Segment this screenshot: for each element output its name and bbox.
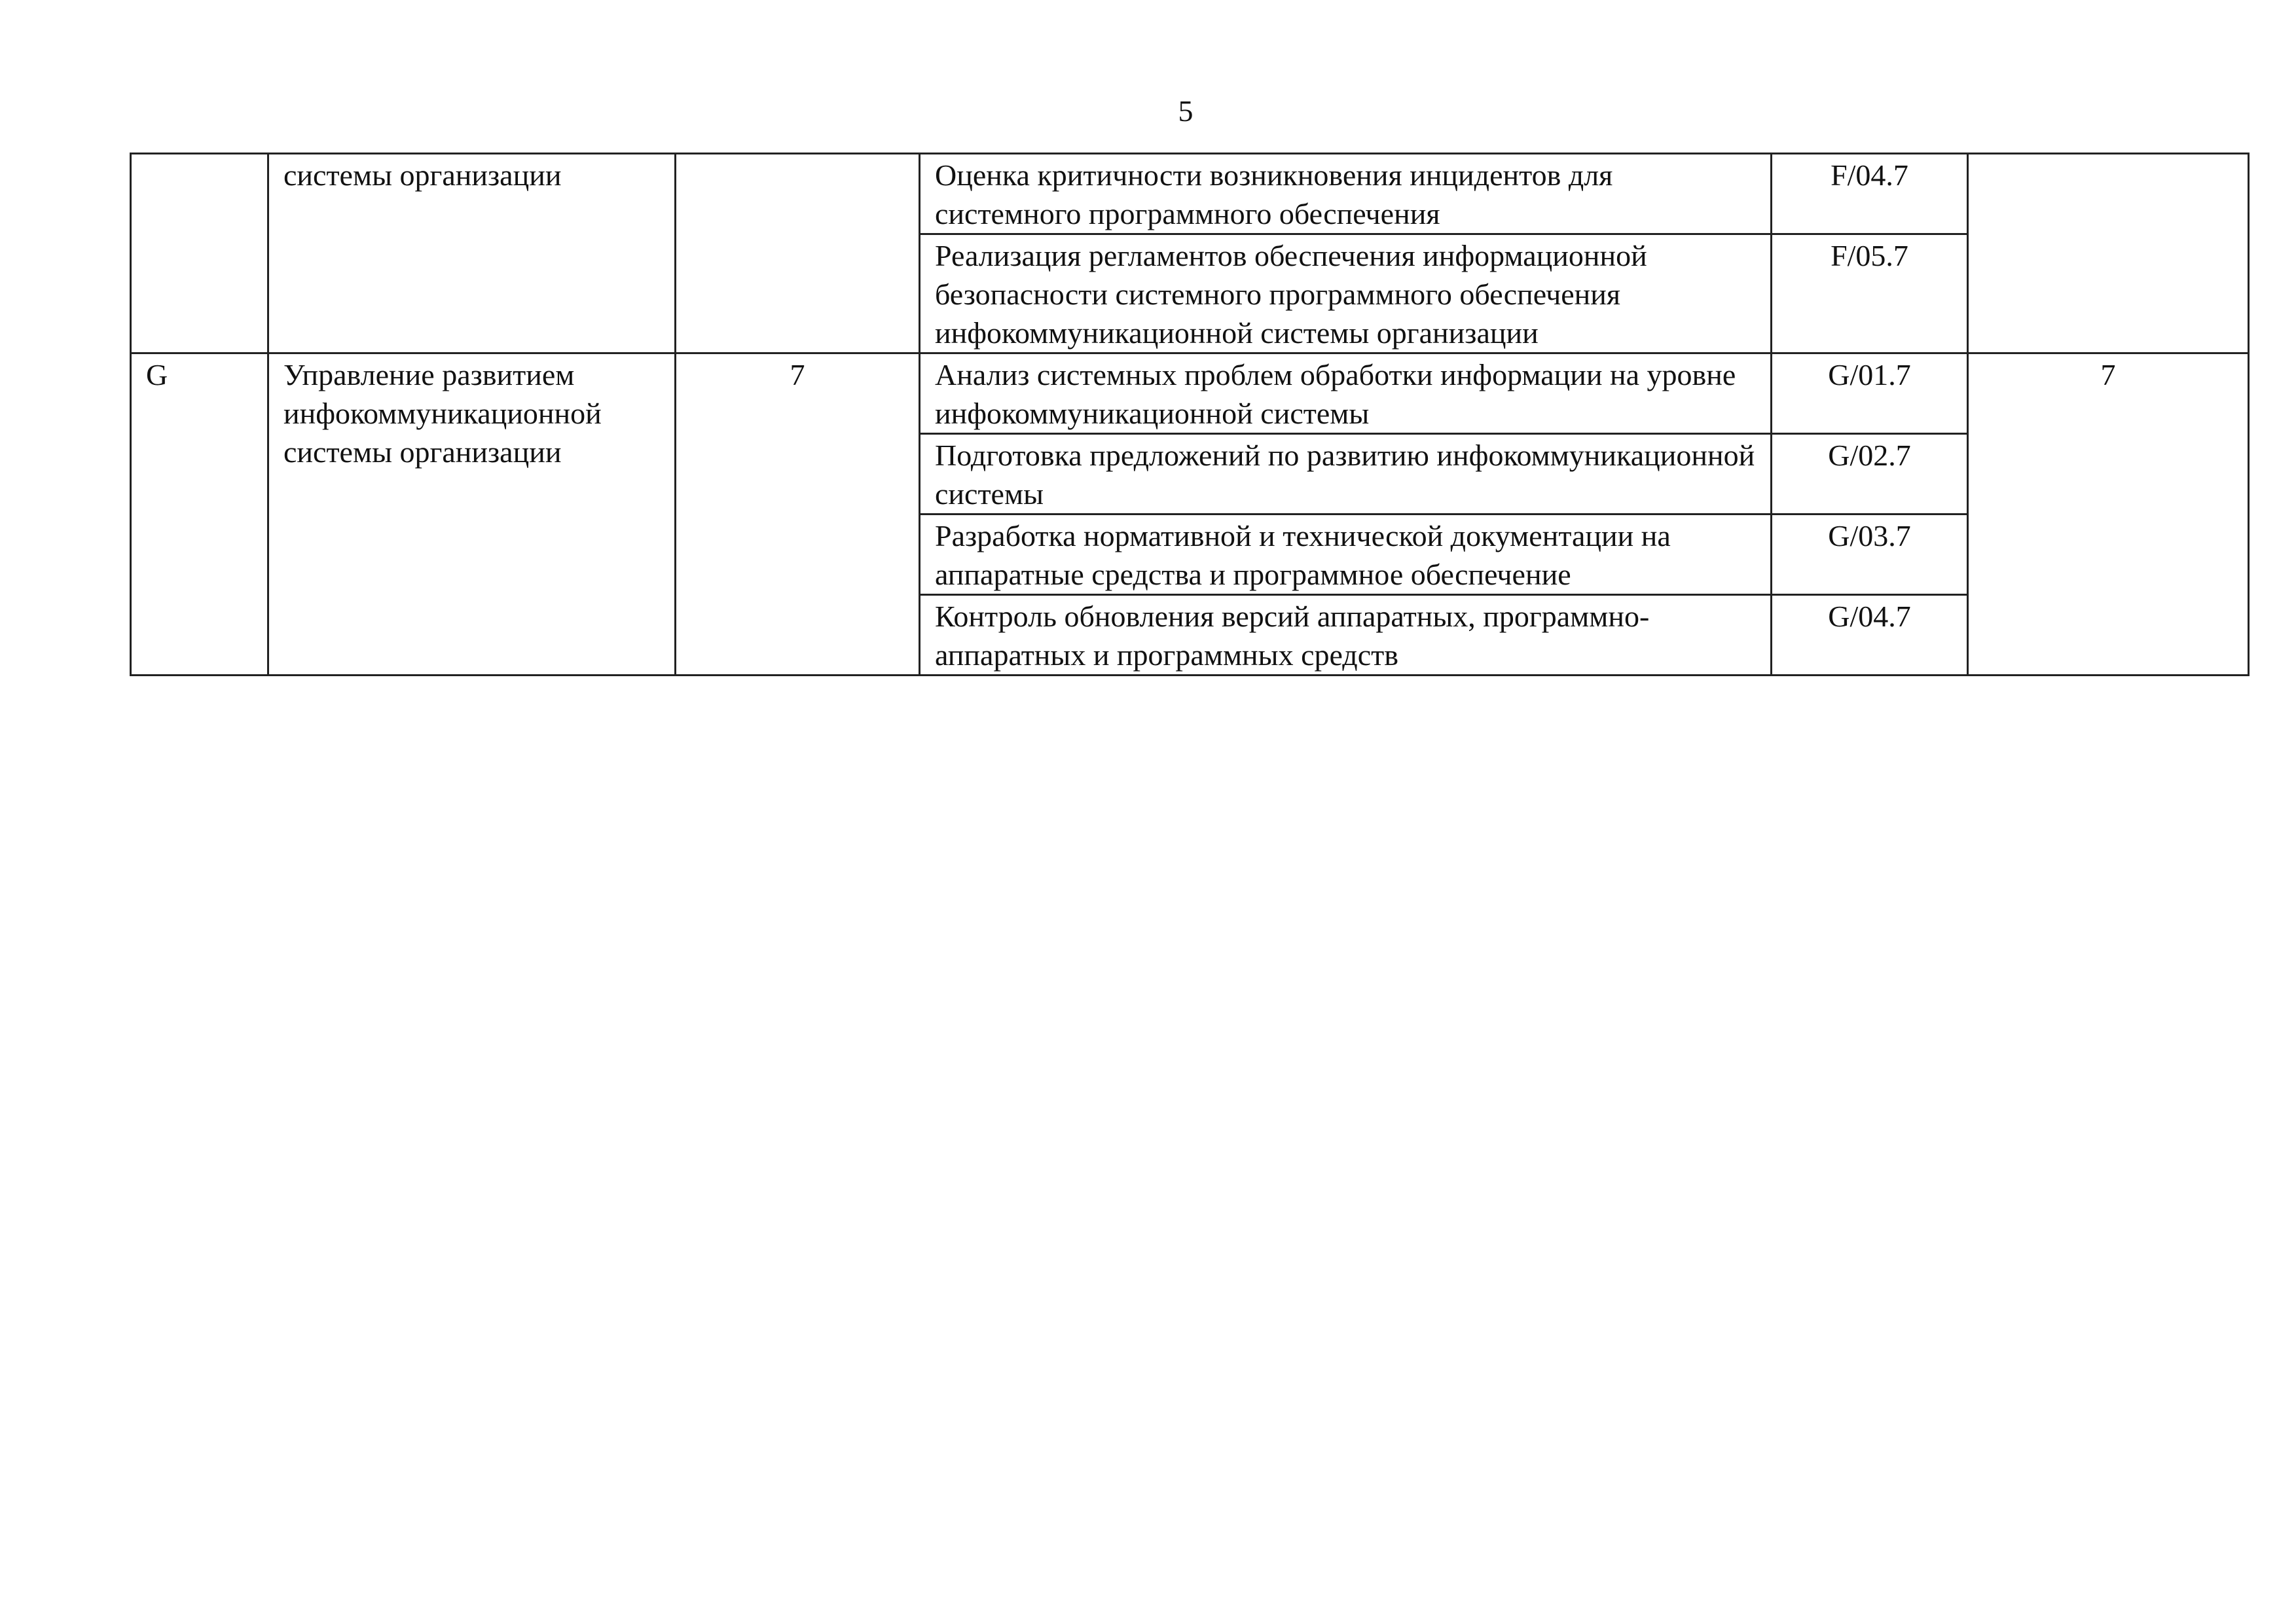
functions-table [130, 153, 2250, 676]
generalized-function-code: G [131, 353, 268, 676]
labor-function-code: F/05.7 [1772, 234, 1968, 353]
labor-function-name: Контроль обновления версий аппаратных, программно-аппаратных и программных средств [920, 595, 1772, 676]
generalized-function-code [131, 154, 268, 353]
table-row [131, 154, 2249, 234]
generalized-function-level [676, 154, 920, 353]
labor-function-code: G/04.7 [1772, 595, 1968, 676]
labor-function-code: F/04.7 [1772, 154, 1968, 234]
generalized-function-title: Управление развитием инфокоммуникационной системы организации [268, 353, 676, 676]
labor-function-code: G/03.7 [1772, 514, 1968, 595]
generalized-function-level: 7 [676, 353, 920, 676]
page-number: 5 [1178, 94, 1194, 128]
labor-function-name: Реализация регламентов обеспечения информационной безопасности системного программного обеспечения инфокоммуникационной системы организации [920, 234, 1772, 353]
labor-function-name: Подготовка предложений по развитию инфокоммуникационной системы [920, 434, 1772, 514]
qualification-level: 7 [1968, 353, 2249, 676]
labor-function-code: G/01.7 [1772, 353, 1968, 434]
generalized-function-title: системы организации [268, 154, 676, 353]
labor-function-name: Разработка нормативной и технической документации на аппаратные средства и программное обеспечение [920, 514, 1772, 595]
labor-function-code: G/02.7 [1772, 434, 1968, 514]
labor-function-name: Оценка критичности возникновения инцидентов для системного программного обеспечения [920, 154, 1772, 234]
qualification-level [1968, 154, 2249, 353]
labor-function-name: Анализ системных проблем обработки информации на уровне инфокоммуникационной системы [920, 353, 1772, 434]
table-row [131, 353, 2249, 434]
